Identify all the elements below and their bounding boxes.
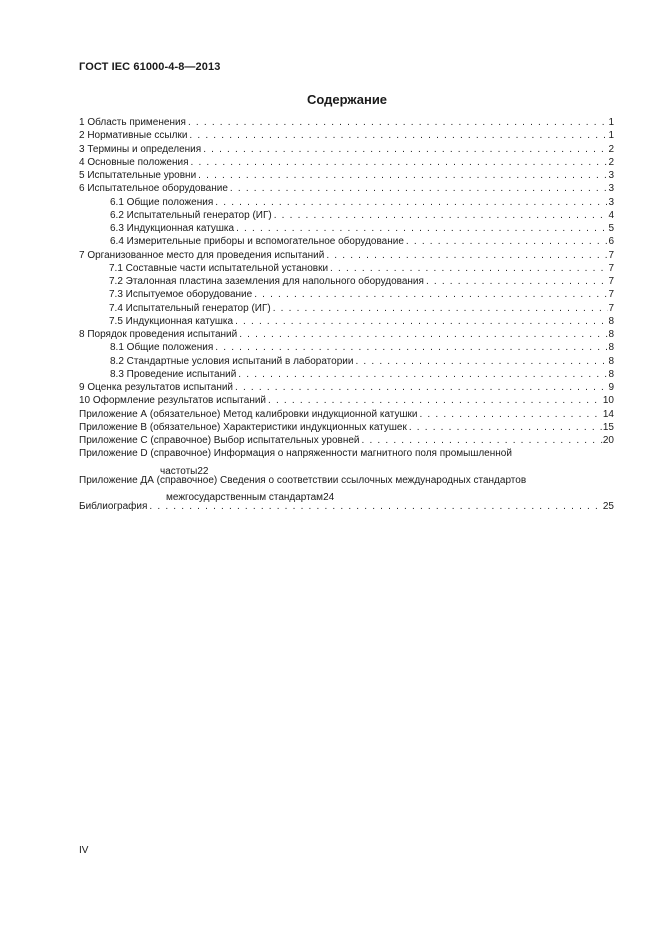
toc-entry-title: 7.2 Эталонная пластина заземления для напольного оборудования — [109, 276, 424, 287]
toc-entry-title: 7 Организованное место для проведения испытаний — [79, 249, 325, 261]
table-of-contents — [79, 116, 614, 514]
toc-leader — [252, 288, 608, 301]
toc-leader — [189, 156, 609, 169]
toc-subentry[interactable] — [79, 368, 614, 381]
toc-leader — [213, 341, 608, 354]
toc-appendix-entry[interactable] — [79, 434, 614, 447]
toc-entry-title: Приложение А (обязательное) Метод калибровки индукционной катушки — [79, 408, 418, 420]
toc-subentry[interactable] — [79, 341, 614, 354]
toc-leader — [237, 328, 608, 341]
toc-entry-title: Приложение В (обязательное) Характеристики индукционных катушек — [79, 421, 407, 433]
toc-entry-page: 6 — [608, 236, 614, 248]
toc-entry-page: 3 — [608, 170, 614, 181]
toc-subentry[interactable] — [79, 209, 614, 222]
toc-entry-title: Приложение С (справочное) Выбор испытательных уровней — [79, 435, 360, 446]
toc-entry-page: 24 — [323, 492, 335, 504]
toc-leader — [196, 169, 608, 182]
toc-leader — [407, 421, 603, 434]
toc-entry-title: 5 Испытательные уровни — [79, 170, 197, 181]
toc-appendix-entry[interactable] — [79, 474, 614, 504]
page-number: IV — [79, 845, 89, 856]
toc-entry-page: 7 — [608, 289, 614, 301]
toc-subentry[interactable] — [79, 275, 614, 288]
toc-entry-page: 4 — [608, 209, 614, 221]
toc-leader — [233, 381, 608, 394]
toc-entry-title: 6.2 Испытательный генератор (ИГ) — [110, 209, 272, 221]
toc-leader — [271, 302, 609, 315]
toc-leader — [236, 368, 608, 381]
toc-entry[interactable] — [79, 143, 614, 156]
toc-leader — [187, 129, 608, 142]
toc-entry-title: 1 Область применения — [79, 117, 186, 128]
toc-entry[interactable] — [79, 500, 614, 513]
toc-entry-title: 10 Оформление результатов испытаний — [79, 395, 267, 407]
toc-entry-page: 3 — [608, 183, 614, 195]
document-id: ГОСТ IEC 61000-4-8—2013 — [79, 61, 221, 73]
toc-subentry[interactable] — [79, 235, 614, 248]
toc-entry-title: Библиография — [79, 501, 148, 513]
toc-entry-title: 6.3 Индукционная катушка — [110, 223, 235, 234]
toc-leader — [328, 262, 608, 275]
toc-entry-title: 7.1 Составные части испытательной установки — [109, 262, 329, 274]
toc-entry-page: 1 — [608, 117, 614, 128]
toc-leader — [424, 275, 609, 288]
toc-leader — [234, 222, 608, 235]
toc-entry-page: 7 — [608, 249, 614, 261]
toc-leader — [404, 235, 609, 248]
toc-entry-page: 7 — [608, 276, 614, 287]
toc-entry-page: 14 — [602, 408, 614, 420]
toc-leader — [201, 143, 608, 156]
toc-subentry[interactable] — [79, 315, 614, 328]
toc-entry-page: 8 — [608, 315, 614, 327]
toc-leader — [147, 500, 602, 513]
toc-entry-page: 22 — [197, 465, 209, 477]
toc-subentry[interactable] — [79, 196, 614, 209]
toc-subentry[interactable] — [79, 355, 614, 368]
toc-subentry[interactable] — [79, 222, 614, 235]
toc-entry[interactable] — [79, 156, 614, 169]
toc-entry[interactable] — [79, 328, 614, 341]
toc-entry-page: 3 — [608, 196, 614, 208]
toc-leader — [417, 408, 602, 421]
toc-entry-page: 2 — [608, 143, 614, 155]
toc-entry-title-continued: частоты — [160, 465, 198, 477]
toc-entry-title: 6.1 Общие положения — [110, 196, 214, 208]
toc-entry[interactable] — [79, 394, 614, 407]
toc-entry-title: 8.3 Проведение испытаний — [110, 368, 237, 380]
toc-entry-title: 3 Термины и определения — [79, 143, 202, 155]
toc-entry[interactable] — [79, 116, 614, 129]
toc-leader — [233, 315, 608, 328]
toc-appendix-entry[interactable] — [79, 421, 614, 434]
toc-appendix-entry[interactable] — [79, 408, 614, 421]
toc-entry-title: 8.2 Стандартные условия испытаний в лаборатории — [110, 355, 354, 367]
toc-entry-title: 8.1 Общие положения — [110, 342, 214, 354]
toc-entry[interactable] — [79, 129, 614, 142]
toc-entry-title: 6 Испытательное оборудование — [79, 183, 228, 195]
toc-subentry[interactable] — [79, 262, 614, 275]
toc-entry[interactable] — [79, 169, 614, 182]
toc-entry-page: 7 — [608, 262, 614, 274]
toc-entry-title-continued: межгосударственным стандартам — [166, 492, 324, 504]
toc-appendix-entry[interactable] — [79, 447, 614, 477]
toc-entry-page: 7 — [608, 302, 614, 314]
toc-entry-page: 15 — [602, 421, 614, 433]
toc-entry-title: 7.4 Испытательный генератор (ИГ) — [109, 302, 271, 314]
toc-entry-page: 1 — [608, 130, 614, 142]
toc-leader — [360, 434, 603, 447]
toc-entry-page: 8 — [608, 355, 614, 367]
toc-entry-title: 2 Нормативные ссылки — [79, 130, 188, 142]
toc-entry-page: 8 — [608, 342, 614, 354]
toc-leader — [213, 196, 608, 209]
toc-entry[interactable] — [79, 249, 614, 262]
toc-entry[interactable] — [79, 182, 614, 195]
toc-subentry[interactable] — [79, 302, 614, 315]
toc-entry-title: 9 Оценка результатов испытаний — [79, 382, 234, 393]
toc-subentry[interactable] — [79, 288, 614, 301]
toc-entry-page: 25 — [602, 501, 614, 513]
toc-leader — [324, 249, 608, 262]
toc-entry[interactable] — [79, 381, 614, 394]
toc-entry-page: 9 — [608, 382, 614, 393]
toc-leader — [353, 355, 608, 368]
toc-leader — [186, 116, 608, 129]
toc-leader — [228, 182, 609, 195]
toc-title: Содержание — [306, 92, 388, 107]
toc-entry-title: Приложение D (справочное) Информация о напряженности магнитного поля промышленной — [79, 448, 512, 460]
toc-entry-page: 20 — [602, 435, 614, 446]
toc-entry-title: 7.3 Испытуемое оборудование — [109, 289, 253, 301]
toc-entry-title: 8 Порядок проведения испытаний — [79, 329, 238, 340]
toc-leader — [266, 394, 603, 407]
toc-entry-page: 10 — [602, 395, 614, 407]
toc-entry-page: 5 — [608, 223, 614, 234]
toc-entry-page: 8 — [608, 329, 614, 340]
toc-entry-page: 2 — [608, 156, 614, 168]
toc-entry-title: 7.5 Индукционная катушка — [109, 315, 234, 327]
toc-entry-title: 4 Основные положения — [79, 156, 189, 168]
toc-entry-title: 6.4 Измерительные приборы и вспомогательное оборудование — [110, 236, 404, 248]
toc-leader — [272, 209, 609, 222]
toc-entry-title: Приложение ДА (справочное) Сведения о соответствии ссылочных международных стандартов — [79, 474, 527, 486]
toc-entry-page: 8 — [608, 368, 614, 380]
